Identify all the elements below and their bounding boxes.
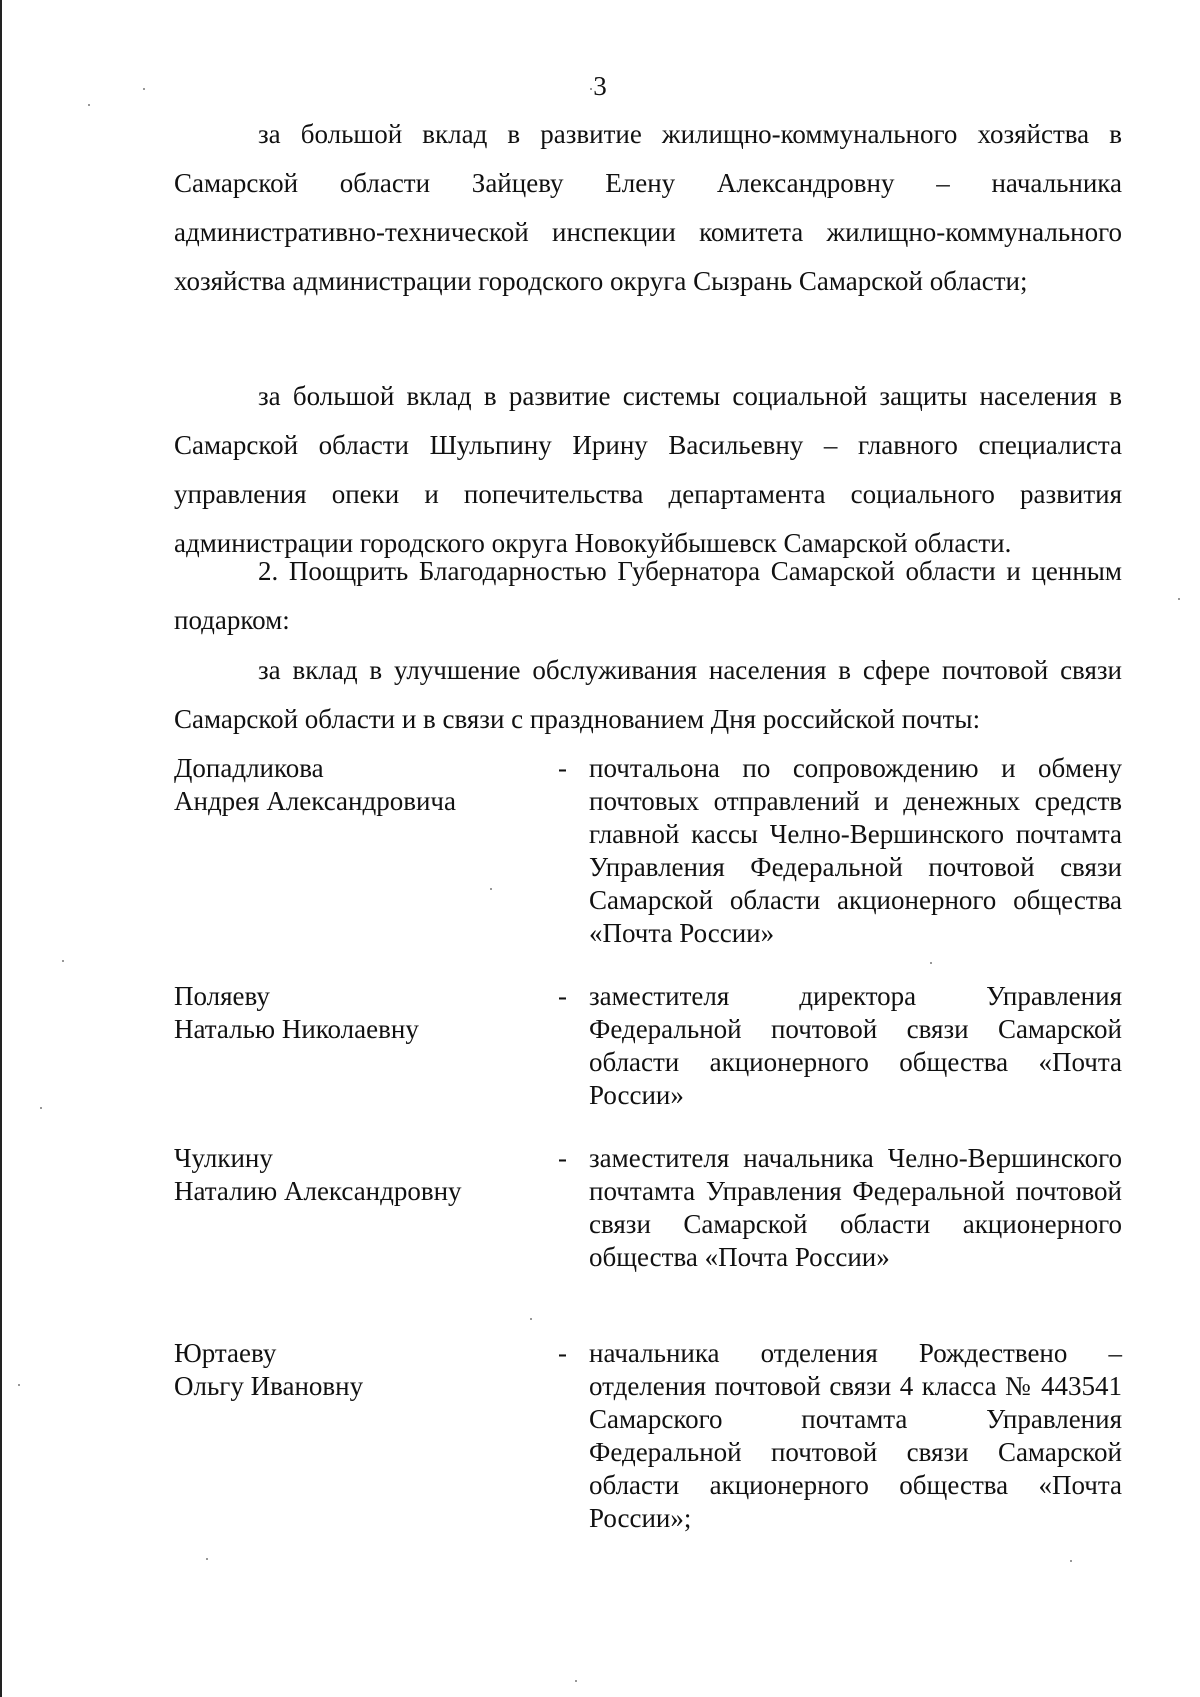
awardee-entry [174, 1142, 1122, 1342]
scan-speck [530, 1318, 532, 1320]
awardee-position: почтальона по сопровождению и обмену почтовых отправлений и денежных средств главной кассы Челно-Вершинского почтамта Управления Федеральной почтовой связи Самарской области акционерного общества «Почта России» [589, 753, 1122, 948]
paragraph-postal-reason: за вклад в улучшение обслуживания населения в сфере почтовой связи Самарской области и в связи с празднованием Дня российской почты: [174, 655, 1122, 734]
scan-speck [1070, 1560, 1072, 1562]
awardee-name [174, 752, 534, 818]
page-left-edge [0, 0, 2, 1697]
scan-speck [62, 960, 64, 962]
scan-speck [88, 104, 90, 106]
paragraph-item-2-heading: 2. Поощрить Благодарностью Губернатора Самарской области и ценным подарком: [174, 556, 1122, 635]
awardee-surname: Допадликова [174, 753, 324, 783]
scan-speck [930, 962, 932, 964]
scan-speck [18, 1384, 20, 1386]
entry-dash: - [558, 1143, 567, 1173]
awardee-position: заместителя начальника Челно-Вершинского почтамта Управления Федеральной почтовой связи Самарской области акционерного общества «Почта России» [589, 1143, 1122, 1272]
paragraph-award-zaitseva: за большой вклад в развитие жилищно-коммунального хозяйства в Самарской области Зайцеву Елену Александровну – начальника административно-технической инспекции комитета жилищно-коммунального хозяйства администрации городского округа Сызрань Самарской области; [174, 119, 1122, 296]
awardee-entry [174, 752, 1122, 952]
scan-speck [143, 88, 145, 90]
scan-speck [40, 1107, 42, 1109]
awardee-given-name: Ольгу Ивановну [174, 1371, 364, 1401]
scan-speck [206, 1558, 208, 1560]
scan-speck [575, 1680, 577, 1682]
awardee-given-name: Андрея Александровича [174, 786, 456, 816]
awardee-surname: Чулкину [174, 1143, 273, 1173]
awardee-surname: Юртаеву [174, 1338, 277, 1368]
scan-speck [590, 88, 592, 90]
awardee-entry [174, 1337, 1122, 1537]
awardee-given-name: Наталию Александровну [174, 1176, 462, 1206]
awardee-name [174, 1337, 534, 1403]
entry-dash: - [558, 1338, 567, 1368]
scan-speck [1178, 598, 1180, 600]
paragraph-award-shulpina: за большой вклад в развитие системы социальной защиты населения в Самарской области Шульпину Ирину Васильевну – главного специалиста управления опеки и попечительства департамента социального развития администрации городского округа Новокуйбышевск Самарской области. [174, 381, 1122, 558]
awardee-name [174, 980, 534, 1046]
scan-speck [490, 888, 492, 890]
awardee-surname: Поляеву [174, 981, 270, 1011]
page-number: 3 [593, 71, 607, 101]
awardee-name [174, 1142, 534, 1208]
awardee-position: заместителя директора Управления Федеральной почтовой связи Самарской области акционерного общества «Почта России» [589, 981, 1122, 1110]
entry-dash: - [558, 981, 567, 1011]
entry-dash: - [558, 753, 567, 783]
awardee-position: начальника отделения Рождествено – отделения почтовой связи 4 класса № 443541 Самарского почтамта Управления Федеральной почтовой связи Самарской области акционерного общества «Почта России»; [589, 1338, 1122, 1533]
awardee-given-name: Наталью Николаевну [174, 1014, 419, 1044]
